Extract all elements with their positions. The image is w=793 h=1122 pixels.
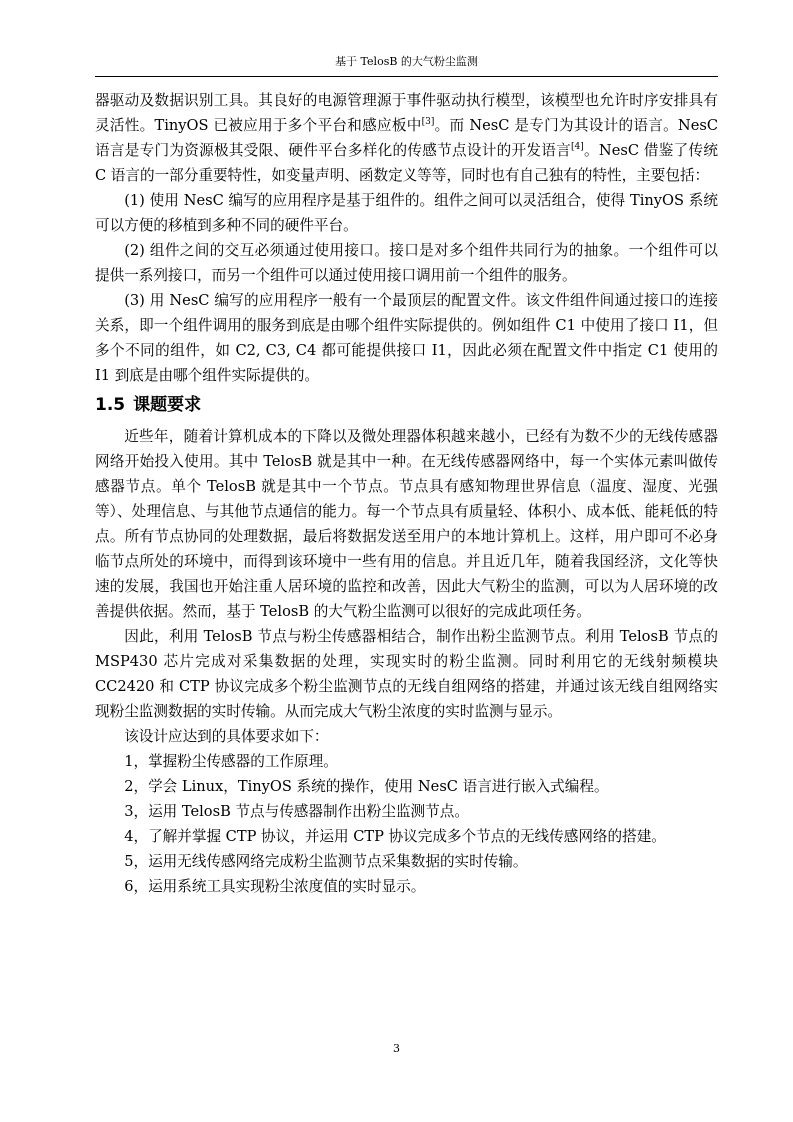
- section-title: 课题要求: [133, 395, 202, 415]
- section-number: 1.5: [95, 395, 126, 415]
- intro-text-part2: 。而 NesC 是专门为其设计的语言。NesC 语言是专门为资源极其受限、硬件平台多样化的传感节点设计的开发语言: [95, 117, 718, 159]
- body-paragraph: 因此，利用 TelosB 节点与粉尘传感器相结合，制作出粉尘监测节点。利用 TelosB 节点的 MSP430 芯片完成对采集数据的处理，实现实时的粉尘监测。同时利用它的无线射频模块 CC2420 和 CTP 协议完成多个粉尘监测节点的无线自组网络的搭建，并通过该无线自组网络实现粉尘监测数据的实时传输。从而完成大气粉尘浓度的实时监测与显示。: [95, 628, 718, 720]
- requirement-item: 3，运用 TelosB 节点与传感器制作出粉尘监测节点。: [124, 803, 469, 820]
- section-heading: [95, 393, 718, 418]
- intro-text-part3: 。NesC 借鉴了传统 C 语言的一部分重要特性，如变量声明、函数定义等等，同时也有自己独有的特性，主要包括：: [95, 142, 718, 184]
- feature-item: (1) 使用 NesC 编写的应用程序是基于组件的。组件之间可以灵活组合，使得 TinyOS 系统可以方便的移植到多种不同的硬件平台。: [95, 192, 718, 234]
- intro-paragraph: [95, 88, 718, 188]
- citation-4: [4]: [571, 142, 584, 153]
- requirement-item: 1，掌握粉尘传感器的工作原理。: [124, 753, 338, 770]
- intro-text-part1: 器驱动及数据识别工具。其良好的电源管理源于事件驱动执行模型，该模型也允许时序安排具有灵活性。TinyOS 已被应用于多个平台和感应板中: [95, 92, 718, 134]
- page-body: [95, 88, 718, 899]
- requirement-item: 5，运用无线传感网络完成粉尘监测节点采集数据的实时传输。: [124, 853, 528, 870]
- feature-item: (2) 组件之间的交互必须通过使用接口。接口是对多个组件共同行为的抽象。一个组件可以提供一系列接口，而另一个组件可以通过使用接口调用前一个组件的服务。: [95, 242, 718, 284]
- requirement-item: 2，学会 Linux，TinyOS 系统的操作，使用 NesC 语言进行嵌入式编程。: [124, 778, 609, 795]
- page-number: 3: [393, 1042, 400, 1055]
- body-paragraph: 近些年，随着计算机成本的下降以及微处理器体积越来越小，已经有为数不少的无线传感器网络开始投入使用。其中 TelosB 就是其中一种。在无线传感器网络中，每一个实体元素叫做传感器节点。单个 TelosB 就是其中一个节点。节点具有感知物理世界信息（温度、湿度、光强等）、处理信息、与其他节点通信的能力。每一个节点具有质量轻、体积小、成本低、能耗低的特点。所有节点协同的处理数据，最后将数据发送至用户的本地计算机上。这样，用户即可不必身临节点所处的环境中，而得到该环境中一些有用的信息。并且近几年，随着我国经济，文化等快速的发展，我国也开始注重人居环境的监控和改善，因此大气粉尘的监测，可以为人居环境的改善提供依据。然而，基于 TelosB 的大气粉尘监测可以很好的完成此项任务。: [95, 428, 718, 620]
- running-header-title: 基于 TelosB 的大气粉尘监测: [335, 55, 478, 68]
- requirement-item: 4，了解并掌握 CTP 协议，并运用 CTP 协议完成多个节点的无线传感网络的搭建。: [124, 828, 666, 845]
- running-header: [95, 54, 718, 77]
- feature-item: (3) 用 NesC 编写的应用程序一般有一个最顶层的配置文件。该文件组件间通过接口的连接关系，即一个组件调用的服务到底是由哪个组件实际提供的。例如组件 C1 中使用了接口 I1，但多个不同的组件，如 C2, C3, C4 都可能提供接口 I1，因此必须在配置文件中指定 C1 使用的 I1 到底是由哪个组件实际提供的。: [95, 292, 718, 384]
- body-paragraph: 该设计应达到的具体要求如下：: [124, 728, 329, 745]
- requirement-item: 6，运用系统工具实现粉尘浓度值的实时显示。: [124, 878, 426, 895]
- citation-3: [3]: [421, 117, 435, 128]
